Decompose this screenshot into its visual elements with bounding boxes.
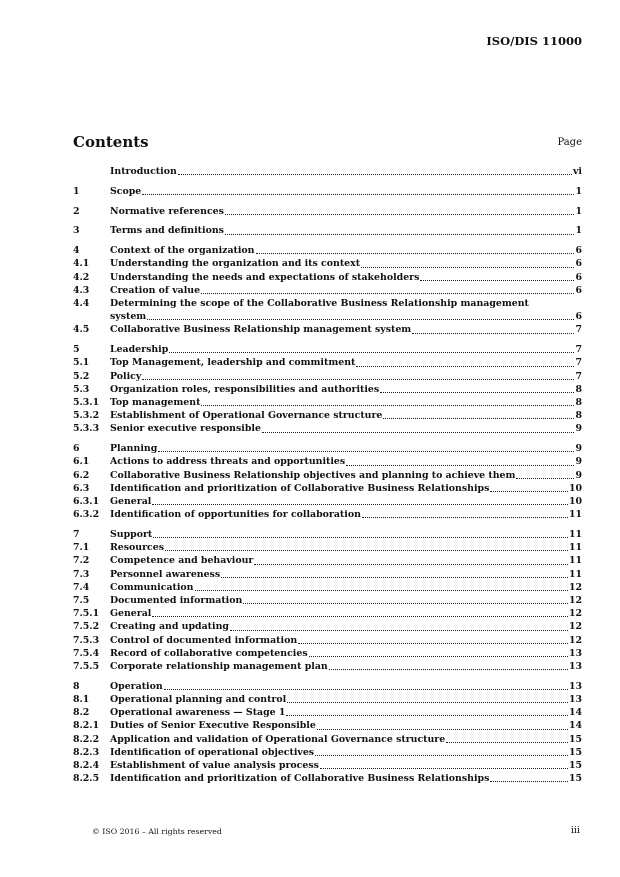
table-of-contents xyxy=(73,165,582,785)
toc-entry-title: Actions to address threats and opportunities xyxy=(110,456,346,468)
toc-entry[interactable] xyxy=(73,224,582,237)
toc-entry-title: Collaborative Business Relationship management system xyxy=(110,324,412,336)
dot-leader xyxy=(329,669,568,670)
toc-entry-page: 11 xyxy=(568,568,582,580)
toc-entry-number: 5.2 xyxy=(73,370,90,382)
toc-entry[interactable] xyxy=(73,185,582,198)
toc-entry-number: 6.3 xyxy=(73,482,90,494)
toc-entry[interactable] xyxy=(73,422,582,435)
dot-leader xyxy=(383,418,574,419)
toc-entry-title: Top management xyxy=(110,397,201,409)
toc-entry-number: 5 xyxy=(73,344,80,356)
toc-entry-number: 6.3.1 xyxy=(73,496,100,508)
toc-entry[interactable] xyxy=(73,693,582,706)
toc-entry-title: Introduction xyxy=(110,166,177,177)
toc-entry-page: 13 xyxy=(568,647,582,659)
toc-entry-title: Corporate relationship management plan xyxy=(110,661,328,673)
toc-entry[interactable] xyxy=(73,719,582,732)
dot-leader xyxy=(201,293,574,294)
dot-leader xyxy=(164,689,568,690)
toc-entry-number: 7.5 xyxy=(73,595,90,607)
toc-entry[interactable] xyxy=(73,508,582,521)
toc-entry-page: 12 xyxy=(568,634,582,646)
toc-entry-title: Operation xyxy=(110,680,163,692)
toc-entry-number: 6 xyxy=(73,443,80,455)
toc-entry-title: Competence and behaviour xyxy=(110,555,254,567)
toc-entry[interactable] xyxy=(73,244,582,257)
toc-entry-page: 15 xyxy=(568,760,582,772)
toc-entry-number: 6.3.2 xyxy=(73,509,100,521)
toc-entry-number: 1 xyxy=(73,185,80,197)
dot-leader xyxy=(178,174,572,175)
dot-leader xyxy=(412,333,574,334)
toc-entry-page: 9 xyxy=(575,469,582,481)
toc-entry-page: 12 xyxy=(568,608,582,620)
toc-entry-title: Planning xyxy=(110,443,158,455)
toc-entry-number: 4.4 xyxy=(73,298,90,309)
toc-entry-page: 12 xyxy=(568,621,582,633)
footer-page-number: iii xyxy=(570,825,580,836)
dot-leader xyxy=(317,729,568,730)
toc-entry[interactable] xyxy=(73,323,582,336)
toc-entry-number: 7.2 xyxy=(73,555,90,567)
toc-entry-title: Establishment of value analysis process xyxy=(110,760,319,772)
dot-leader xyxy=(158,451,574,452)
toc-entry-title: Context of the organization xyxy=(110,245,255,257)
toc-entry-page: 9 xyxy=(575,443,582,455)
toc-entry-page: 10 xyxy=(568,496,582,508)
toc-entry-page: 11 xyxy=(568,529,582,541)
toc-entry-page: 14 xyxy=(568,720,582,732)
toc-entry-title: Control of documented information xyxy=(110,634,298,646)
toc-entry-page: 6 xyxy=(575,311,582,323)
toc-entry[interactable] xyxy=(73,581,582,594)
dot-leader xyxy=(309,656,568,657)
toc-entry[interactable] xyxy=(73,409,582,422)
toc-entry-title: Leadership xyxy=(110,344,169,356)
toc-entry-page: 11 xyxy=(568,542,582,554)
toc-entry-title: Creating and updating xyxy=(110,621,229,633)
toc-entry[interactable] xyxy=(73,165,582,178)
dot-leader xyxy=(446,742,568,743)
toc-entry[interactable] xyxy=(73,297,582,323)
toc-entry[interactable] xyxy=(73,482,582,495)
toc-entry[interactable] xyxy=(73,772,582,785)
toc-entry-number: 7 xyxy=(73,529,80,541)
dot-leader xyxy=(356,366,574,367)
toc-entry-number: 6.2 xyxy=(73,469,90,481)
dot-leader xyxy=(153,537,568,538)
toc-entry-title: Understanding the organization and its context xyxy=(110,258,361,270)
toc-entry-title: Operational awareness — Stage 1 xyxy=(110,707,286,719)
toc-entry-title: Policy xyxy=(110,370,142,382)
toc-entry[interactable] xyxy=(73,746,582,759)
toc-entry-page: 8 xyxy=(575,397,582,409)
toc-entry[interactable] xyxy=(73,469,582,482)
dot-leader xyxy=(362,517,568,518)
toc-entry-number: 5.3 xyxy=(73,383,90,395)
toc-entry-page: 12 xyxy=(568,581,582,593)
toc-entry[interactable] xyxy=(73,706,582,719)
toc-entry-number: 4.5 xyxy=(73,324,90,336)
toc-entry-number: 8.2.5 xyxy=(73,773,100,785)
toc-entry-title: Identification and prioritization of Collaborative Business Relationships xyxy=(110,482,490,494)
toc-entry-page: 15 xyxy=(568,733,582,745)
toc-entry-number: 5.3.1 xyxy=(73,397,100,409)
toc-entry-page: 10 xyxy=(568,482,582,494)
toc-entry[interactable] xyxy=(73,554,582,567)
toc-entry[interactable] xyxy=(73,568,582,581)
toc-entry[interactable] xyxy=(73,356,582,369)
toc-entry-page: 11 xyxy=(568,555,582,567)
toc-entry-page: 15 xyxy=(568,773,582,785)
toc-entry-number: 4 xyxy=(73,245,80,257)
toc-entry-number: 4.3 xyxy=(73,284,90,296)
toc-entry-title: Understanding the needs and expectations of stakeholders xyxy=(110,271,420,283)
toc-entry[interactable] xyxy=(73,383,582,396)
toc-entry-page: 1 xyxy=(575,225,582,237)
toc-entry-title: Organization roles, responsibilities and authorities xyxy=(110,383,380,395)
toc-entry-title-continued: system xyxy=(110,311,147,323)
dot-leader xyxy=(420,280,574,281)
dot-leader xyxy=(254,564,568,565)
toc-entry-number: 5.3.3 xyxy=(73,423,100,435)
dot-leader xyxy=(230,630,568,631)
toc-entry-number: 2 xyxy=(73,205,80,217)
toc-entry-title: Creation of value xyxy=(110,284,201,296)
toc-entry-page: 8 xyxy=(575,410,582,422)
toc-entry[interactable] xyxy=(73,680,582,693)
dot-leader xyxy=(315,755,568,756)
toc-entry-page: 6 xyxy=(575,284,582,296)
toc-entry-title: Resources xyxy=(110,542,164,554)
toc-entry[interactable] xyxy=(73,607,582,620)
toc-entry[interactable] xyxy=(73,284,582,297)
toc-entry-number: 4.2 xyxy=(73,271,90,283)
toc-entry-page: 7 xyxy=(575,370,582,382)
toc-entry-page: 12 xyxy=(568,595,582,607)
toc-entry-page: 8 xyxy=(575,383,582,395)
dot-leader xyxy=(262,432,575,433)
toc-entry-title: Identification of opportunities for collaboration xyxy=(110,509,361,521)
dot-leader xyxy=(152,616,568,617)
toc-entry[interactable] xyxy=(73,343,582,356)
dot-leader xyxy=(201,405,574,406)
toc-entry[interactable] xyxy=(73,528,582,541)
toc-entry-title: Application and validation of Operational Governance structure xyxy=(110,733,446,745)
toc-entry-title: General xyxy=(110,608,152,620)
document-id: ISO/DIS 11000 xyxy=(486,34,582,48)
toc-entry-number: 8.1 xyxy=(73,694,90,706)
toc-entry-number: 7.3 xyxy=(73,568,90,580)
dot-leader xyxy=(195,590,568,591)
dot-leader xyxy=(490,491,568,492)
toc-entry-number: 8.2.3 xyxy=(73,746,100,758)
toc-entry-title: Establishment of Operational Governance structure xyxy=(110,410,383,422)
toc-entry-number: 7.5.1 xyxy=(73,608,100,620)
toc-entry[interactable] xyxy=(73,370,582,383)
toc-entry-number: 8 xyxy=(73,680,80,692)
toc-entry-title: Collaborative Business Relationship objectives and planning to achieve them xyxy=(110,469,516,481)
toc-entry-number: 5.1 xyxy=(73,357,90,369)
toc-entry[interactable] xyxy=(73,455,582,468)
dot-leader xyxy=(165,550,568,551)
dot-leader xyxy=(256,253,575,254)
dot-leader xyxy=(490,781,568,782)
toc-entry-title: Personnel awareness xyxy=(110,568,221,580)
dot-leader xyxy=(516,478,574,479)
toc-entry-number: 7.5.2 xyxy=(73,621,100,633)
toc-entry[interactable] xyxy=(73,594,582,607)
dot-leader xyxy=(346,465,574,466)
toc-entry-title: Operational planning and control xyxy=(110,694,287,706)
toc-entry[interactable] xyxy=(73,660,582,673)
dot-leader xyxy=(221,577,568,578)
toc-entry-page: 1 xyxy=(575,205,582,217)
toc-entry[interactable] xyxy=(73,733,582,746)
contents-title: Contents xyxy=(73,133,149,151)
toc-entry[interactable] xyxy=(73,759,582,772)
toc-entry-number: 7.5.3 xyxy=(73,634,100,646)
toc-entry-page: 7 xyxy=(575,324,582,336)
toc-entry-title: General xyxy=(110,496,152,508)
toc-entry-page: 13 xyxy=(568,661,582,673)
toc-entry[interactable] xyxy=(73,205,582,218)
dot-leader xyxy=(320,768,568,769)
toc-entry-title: Terms and definitions xyxy=(110,225,224,237)
toc-entry-page: 9 xyxy=(575,423,582,435)
dot-leader xyxy=(287,702,568,703)
toc-entry-number: 7.5.5 xyxy=(73,661,100,673)
toc-entry-page: 14 xyxy=(568,707,582,719)
dot-leader xyxy=(225,234,575,235)
page-column-label: Page xyxy=(557,137,582,148)
toc-entry-page: 9 xyxy=(575,456,582,468)
toc-entry-title: Normative references xyxy=(110,205,224,217)
toc-entry-page: 13 xyxy=(568,680,582,692)
toc-entry-page: 1 xyxy=(575,185,582,197)
toc-entry-title: Communication xyxy=(110,581,194,593)
toc-entry-title: Determining the scope of the Collaborative Business Relationship management xyxy=(110,298,529,309)
toc-entry-title: Top Management, leadership and commitment xyxy=(110,357,356,369)
toc-entry-title: Support xyxy=(110,529,153,541)
toc-entry[interactable] xyxy=(73,396,582,409)
toc-entry-page: 6 xyxy=(575,258,582,270)
dot-leader xyxy=(243,603,568,604)
dot-leader xyxy=(169,352,574,353)
toc-entry[interactable] xyxy=(73,442,582,455)
toc-entry[interactable] xyxy=(73,495,582,508)
toc-entry[interactable] xyxy=(73,634,582,647)
toc-entry-page: 7 xyxy=(575,344,582,356)
dot-leader xyxy=(142,379,574,380)
toc-entry-number: 8.2.2 xyxy=(73,733,100,745)
toc-entry-title: Senior executive responsible xyxy=(110,423,261,435)
toc-entry[interactable] xyxy=(73,257,582,270)
toc-entry-number: 6.1 xyxy=(73,456,90,468)
toc-entry-number: 5.3.2 xyxy=(73,410,100,422)
toc-entry-page: vi xyxy=(572,166,582,177)
toc-entry-title: Identification and prioritization of Collaborative Business Relationships xyxy=(110,773,490,785)
dot-leader xyxy=(142,194,574,195)
dot-leader xyxy=(380,392,574,393)
toc-entry[interactable] xyxy=(73,620,582,633)
toc-entry-page: 7 xyxy=(575,357,582,369)
toc-entry-page: 15 xyxy=(568,746,582,758)
toc-entry-title: Identification of operational objectives xyxy=(110,746,315,758)
toc-entry-number: 4.1 xyxy=(73,258,90,270)
dot-leader xyxy=(152,504,568,505)
toc-entry-page: 6 xyxy=(575,245,582,257)
toc-entry-page: 6 xyxy=(575,271,582,283)
toc-entry-number: 7.1 xyxy=(73,542,90,554)
toc-entry-page: 11 xyxy=(568,509,582,521)
toc-entry-title: Duties of Senior Executive Responsible xyxy=(110,720,316,732)
dot-leader xyxy=(361,267,574,268)
toc-entry-number: 7.4 xyxy=(73,581,90,593)
toc-entry-page: 13 xyxy=(568,694,582,706)
toc-entry-title: Scope xyxy=(110,185,142,197)
toc-entry[interactable] xyxy=(73,541,582,554)
dot-leader xyxy=(225,214,575,215)
toc-entry-number: 3 xyxy=(73,225,80,237)
toc-entry-number: 7.5.4 xyxy=(73,647,100,659)
toc-entry-number: 8.2.4 xyxy=(73,760,100,772)
toc-entry[interactable] xyxy=(73,647,582,660)
toc-entry-title: Documented information xyxy=(110,595,243,607)
dot-leader xyxy=(286,715,568,716)
toc-entry-number: 8.2 xyxy=(73,707,90,719)
footer-copyright: © ISO 2016 – All rights reserved xyxy=(92,827,222,836)
toc-entry[interactable] xyxy=(73,271,582,284)
toc-entry-title: Record of collaborative competencies xyxy=(110,647,308,659)
dot-leader xyxy=(298,643,568,644)
toc-entry-number: 8.2.1 xyxy=(73,720,100,732)
dot-leader xyxy=(147,319,574,320)
